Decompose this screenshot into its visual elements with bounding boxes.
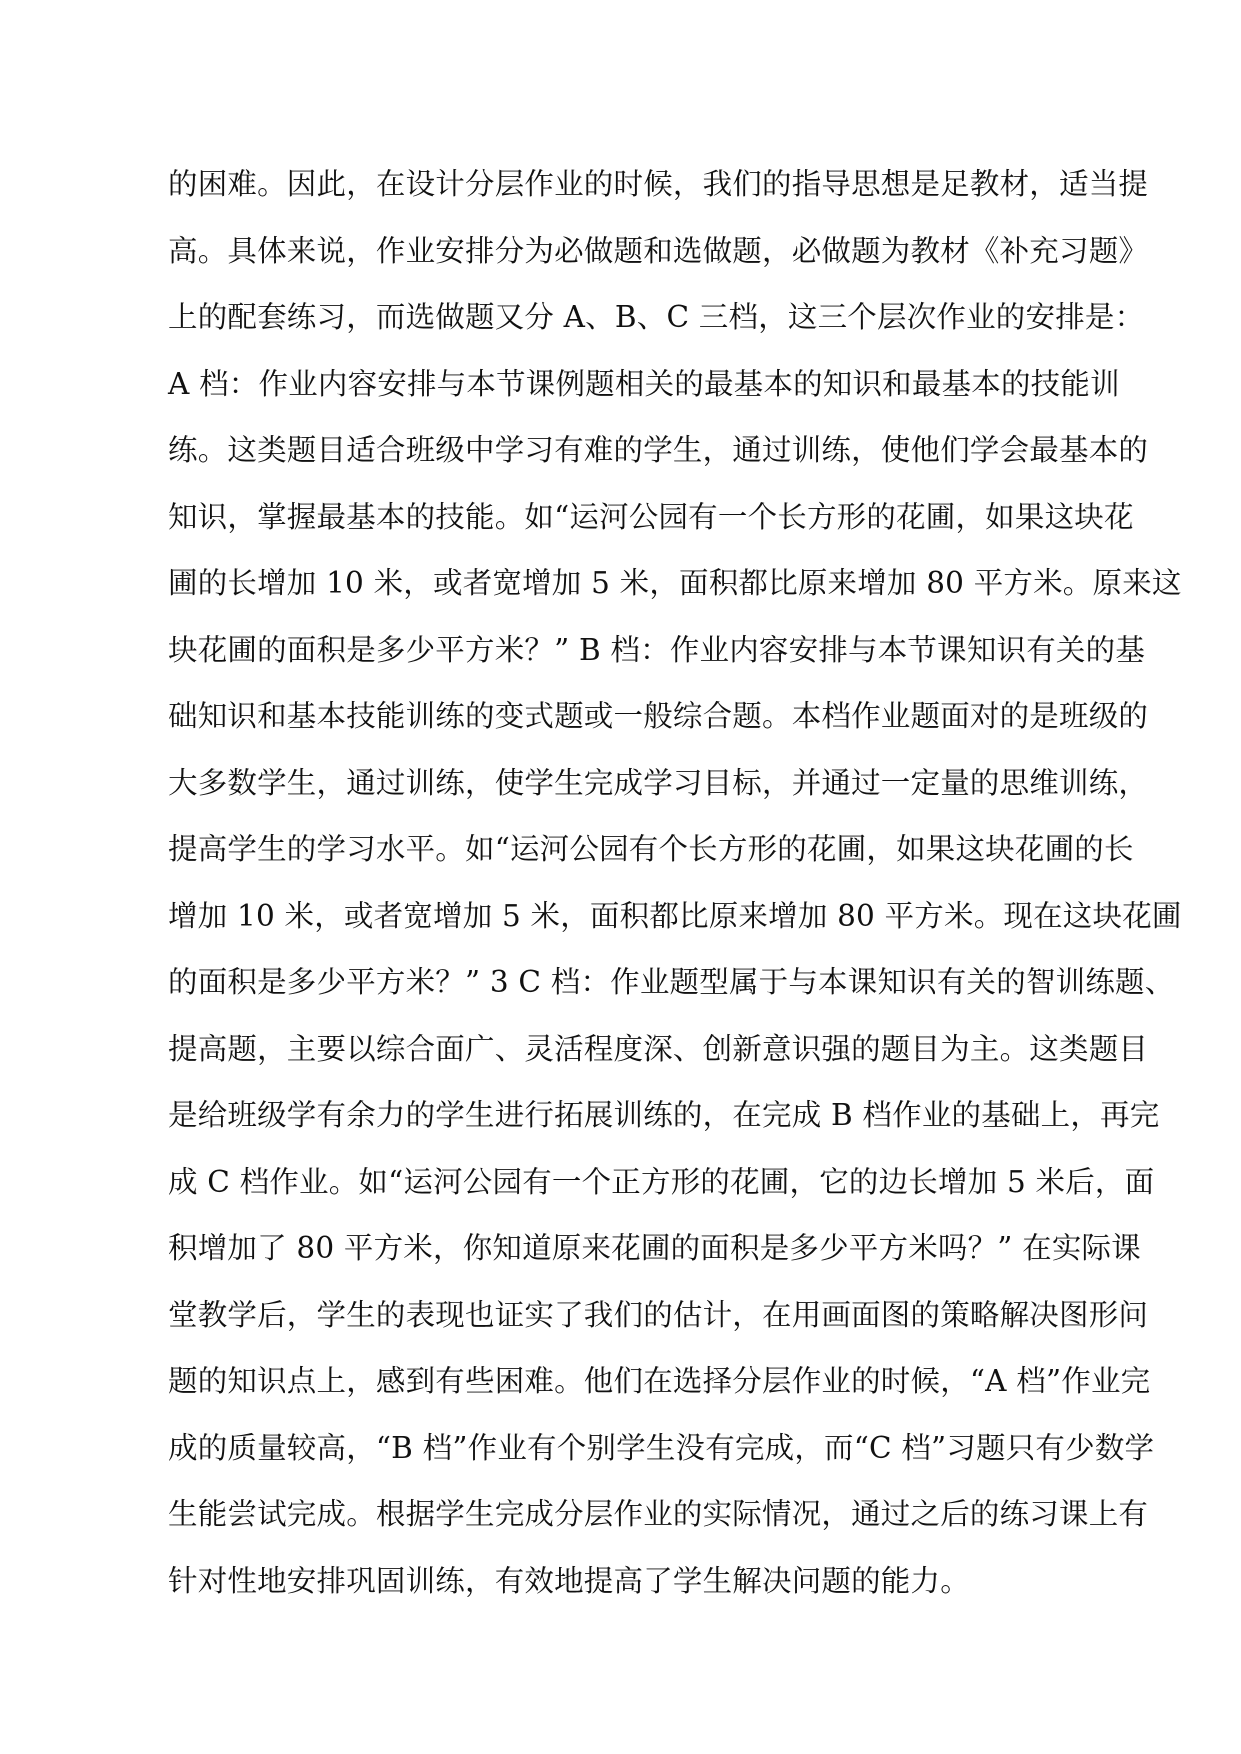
body-text [168,154,1182,1617]
text-line: 的面积是多少平方米？” 3 C 档：作业题型属于与本课知识有关的智训练题、 [168,965,1175,999]
text-line: 提高学生的学习水平。如“运河公园有个长方形的花圃，如果这块花圃的长 [168,832,1134,866]
text-line: 础知识和基本技能训练的变式题或一般综合题。本档作业题面对的是班级的 [168,699,1149,733]
text-line: 圃的长增加 10 米，或者宽增加 5 米，面积都比原来增加 80 平方米。原来这 [168,566,1182,600]
text-line: 堂教学后，学生的表现也证实了我们的估计，在用画面图的策略解决图形问 [168,1297,1149,1332]
text-line: 上的配套练习，而选做题又分 A、B、C 三档，这三个层次作业的安排是： [168,300,1145,334]
text-line: 高。具体来说，作业安排分为必做题和选做题，必做题为教材《补充习题》 [168,233,1149,268]
text-line: 大多数学生，通过训练，使学生完成学习目标，并通过一定量的思维训练， [168,765,1149,800]
text-line: 成的质量较高，“B 档”作业有个别学生没有完成，而“C 档”习题只有少数学 [168,1430,1155,1465]
text-line: 针对性地安排巩固训练，有效地提高了学生解决问题的能力。 [168,1563,970,1598]
text-line: 增加 10 米，或者宽增加 5 米，面积都比原来增加 80 平方米。现在这块花圃 [168,898,1182,933]
text-line: 题的知识点上，感到有些困难。他们在选择分层作业的时候，“A 档”作业完 [168,1364,1151,1398]
text-line: 提高题，主要以综合面广、灵活程度深、创新意识强的题目为主。这类题目 [168,1031,1149,1066]
text-line: 块花圃的面积是多少平方米？” B 档：作业内容安排与本节课知识有关的基 [168,632,1146,667]
text-line: 是给班级学有余力的学生进行拓展训练的，在完成 B 档作业的基础上，再完 [168,1098,1160,1132]
text-line: A 档：作业内容安排与本节课例题相关的最基本的知识和最基本的技能训 [168,366,1120,401]
text-line: 生能尝试完成。根据学生完成分层作业的实际情况，通过之后的练习课上有 [168,1497,1149,1531]
text-line: 练。这类题目适合班级中学习有难的学生，通过训练，使他们学会最基本的 [168,433,1149,467]
text-line: 积增加了 80 平方米，你知道原来花圃的面积是多少平方米吗？” 在实际课 [168,1231,1141,1265]
text-line: 知识，掌握最基本的技能。如“运河公园有一个长方形的花圃，如果这块花 [168,499,1134,534]
text-line: 的困难。因此，在设计分层作业的时候，我们的指导思想是足教材，适当提 [168,167,1149,201]
text-line: 成 C 档作业。如“运河公园有一个正方形的花圃，它的边长增加 5 米后，面 [168,1164,1155,1199]
